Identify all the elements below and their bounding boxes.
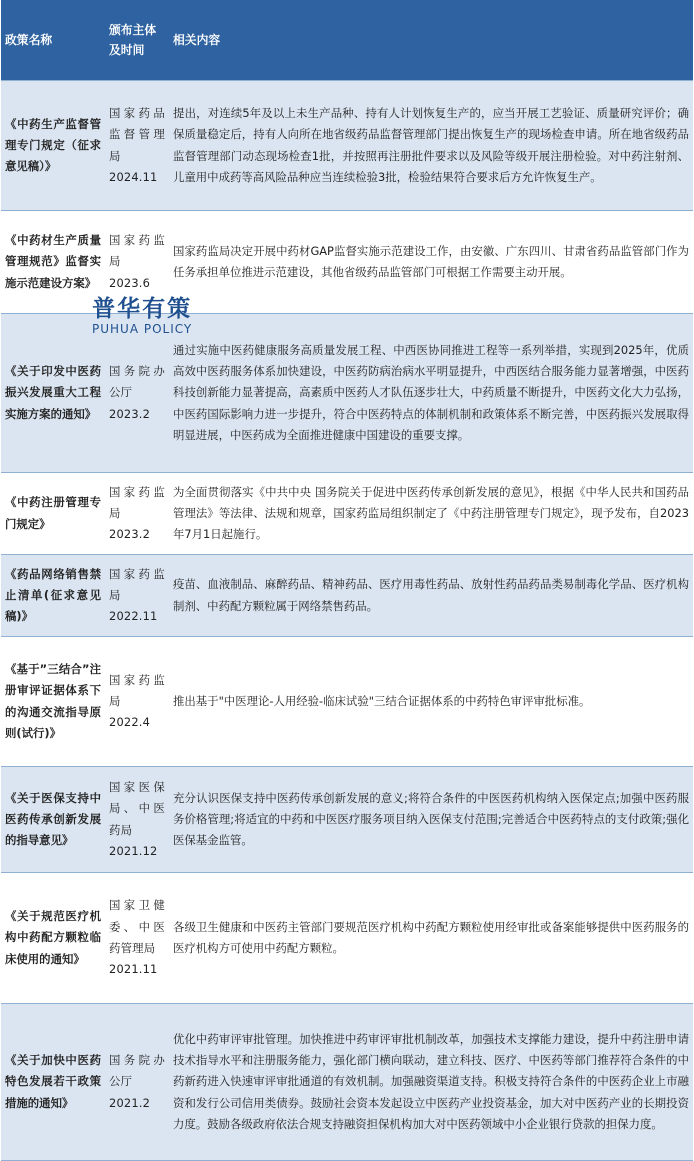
header-issuer-date: 颁布主体及时间: [105, 0, 169, 81]
issue-date: 2021.2: [109, 1095, 151, 1110]
issuer-cell: [105, 555, 169, 637]
issuer-cell: [105, 637, 169, 767]
issuer-cell: [105, 873, 169, 1004]
policy-name: 《关于规范医疗机构中药配方颗粒临床使用的通知》: [1, 873, 105, 1004]
issue-date: 2021.11: [109, 962, 158, 977]
policy-content: 优化中药审评审批管理。加快推进中药审评审批机制改革，加强技术支撑能力建设，提升中药注册申请技术指导水平和注册服务能力，强化部门横向联动，建立科技、医疗、中医药等部门推荐符合条件的中药新药进入快速审评审批通道的有效机制。加强融资渠道支持。积极支持符合条件的中医药企业上市融资和发行公司信用类债券。鼓励社会资本发起设立中医药产业投资基金，加大对中医药产业的长期投资力度。鼓励各级政府依法合规支持融资担保机构加大对中医药领域中小企业银行贷款的担保力度。: [169, 1004, 693, 1161]
issue-date: 2023.6: [109, 275, 151, 290]
policy-name: 《基于”三结合”注册审评证据体系下的沟通交流指导原则(试行)》: [1, 637, 105, 767]
table-row: [1, 211, 693, 314]
issue-date: 2023.2: [109, 406, 151, 421]
header-policy-name: 政策名称: [1, 0, 105, 81]
issue-date: 2022.4: [109, 715, 151, 730]
policy-content: 提出，对连续5年及以上未生产品种、持有人计划恢复生产的，应当开展工艺验证、质量研究评价；确保质量稳定后，持有人向所在地省级药品监督管理部门提出恢复生产的现场检查申请。所在地省级药品监督管理部门动态现场检查1批，并按照再注册批件要求以及风险等级开展注册检验。对中药注射剂、儿童用中成药等高风险品种应当连续检验3批，检验结果符合要求后方允许恢复生产。: [169, 81, 693, 211]
issuer-cell: [105, 211, 169, 314]
issue-date: 2021.12: [109, 843, 158, 858]
issue-date: 2023.2: [109, 527, 151, 542]
policy-content: 国家药监局决定开展中药材GAP监督实施示范建设工作，由安徽、广东四川、甘肃省药品监管部门作为任务承担单位推进示范建设，其他省级药品监管部门可根据工作需要主动开展。: [169, 211, 693, 314]
table-header-row: [1, 0, 693, 81]
header-content: 相关内容: [169, 0, 693, 81]
policy-content: 各级卫生健康和中医药主管部门要规范医疗机构中药配方颗粒使用经审批或备案能够提供中医药服务的医疗机构方可使用中药配方颗粒。: [169, 873, 693, 1004]
table-row: [1, 873, 693, 1004]
table-row: [1, 473, 693, 555]
issuer-cell: [105, 473, 169, 555]
policy-name: 《关于加快中医药特色发展若干政策措施的通知》: [1, 1004, 105, 1161]
issuer-name: 国务院办公厅: [109, 364, 165, 400]
policy-content: 为全面贯彻落实《中共中央 国务院关于促进中医药传承创新发展的意见》，根据《中华人民共和国药品管理法》等法律、法规和规章，国家药监局组织制定了《中药注册管理专门规定》，现予发布，自2023年7月1日起施行。: [169, 473, 693, 555]
policy-name: 《中药注册管理专门规定》: [1, 473, 105, 555]
table-row: [1, 1004, 693, 1161]
table-row: [1, 81, 693, 211]
issuer-name: 国家药监局: [109, 484, 165, 520]
issuer-name: 国家卫健委、中医药管理局: [109, 898, 165, 955]
policy-table: [1, 0, 693, 1161]
issuer-cell: [105, 767, 169, 873]
policy-name: 《关于印发中医药振兴发展重大工程实施方案的通知》: [1, 314, 105, 473]
issue-date: 2024.11: [109, 169, 158, 184]
policy-name: 《中药生产监督管理专门规定（征求意见稿）》: [1, 81, 105, 211]
watermark-cn: 普华有策: [92, 296, 193, 322]
policy-name: 《关于医保支持中医药传承创新发展的指导意见》: [1, 767, 105, 873]
table-row: [1, 637, 693, 767]
issuer-name: 国务院办公厅: [109, 1053, 165, 1089]
issue-date: 2022.11: [109, 609, 158, 624]
issuer-cell: [105, 1004, 169, 1161]
issuer-name: 国家药监局: [109, 566, 165, 602]
table-row: [1, 555, 693, 637]
issuer-cell: [105, 81, 169, 211]
policy-content: 疫苗、血液制品、麻醉药品、精神药品、医疗用毒性药品、放射性药品药品类易制毒化学品、医疗机构制剂、中药配方颗粒属于网络禁售药品。: [169, 555, 693, 637]
watermark-en: PUHUA POLICY: [92, 322, 193, 336]
policy-content: 推出基于"中医理论-人用经验-临床试验"三结合证据体系的中药特色审评审批标准。: [169, 637, 693, 767]
issuer-name: 国家药监局: [109, 233, 165, 269]
issuer-name: 国家医保局、中医药局: [109, 779, 165, 837]
policy-name: 《药品网络销售禁止清单(征求意见稿)》: [1, 555, 105, 637]
issuer-cell: [105, 314, 169, 473]
table-row: [1, 767, 693, 873]
policy-content: 充分认识医保支持中医药传承创新发展的意义;将符合条件的中医医药机构纳入医保定点;加强中医药服务价格管理;将适宜的中药和中医医疗服务项目纳入医保支付范围;完善适合中医药特点的支付政策;强化医保基金监管。: [169, 767, 693, 873]
policy-name: 《中药材生产质量管理规范》监督实施示范建设方案》: [1, 211, 105, 314]
table-row: [1, 314, 693, 473]
issuer-name: 国家药监局: [109, 672, 165, 708]
policy-content: 通过实施中医药健康服务高质量发展工程、中西医协同推进工程等一系列举措，实现到2025年，优质高效中医药服务体系加快建设，中医药防病治病水平明显提升，中西医结合服务能力显著增强，中医药科技创新能力显著提高，高素质中医药人才队伍逐步壮大，中药质量不断提升，中医药文化大力弘扬，中医药国际影响力进一步提升，符合中医药特点的体制机制和政策体系不断完善，中医药振兴发展取得明显进展，中医药成为全面推进健康中国建设的重要支撑。: [169, 314, 693, 473]
issuer-name: 国家药品监督管理局: [109, 105, 165, 163]
